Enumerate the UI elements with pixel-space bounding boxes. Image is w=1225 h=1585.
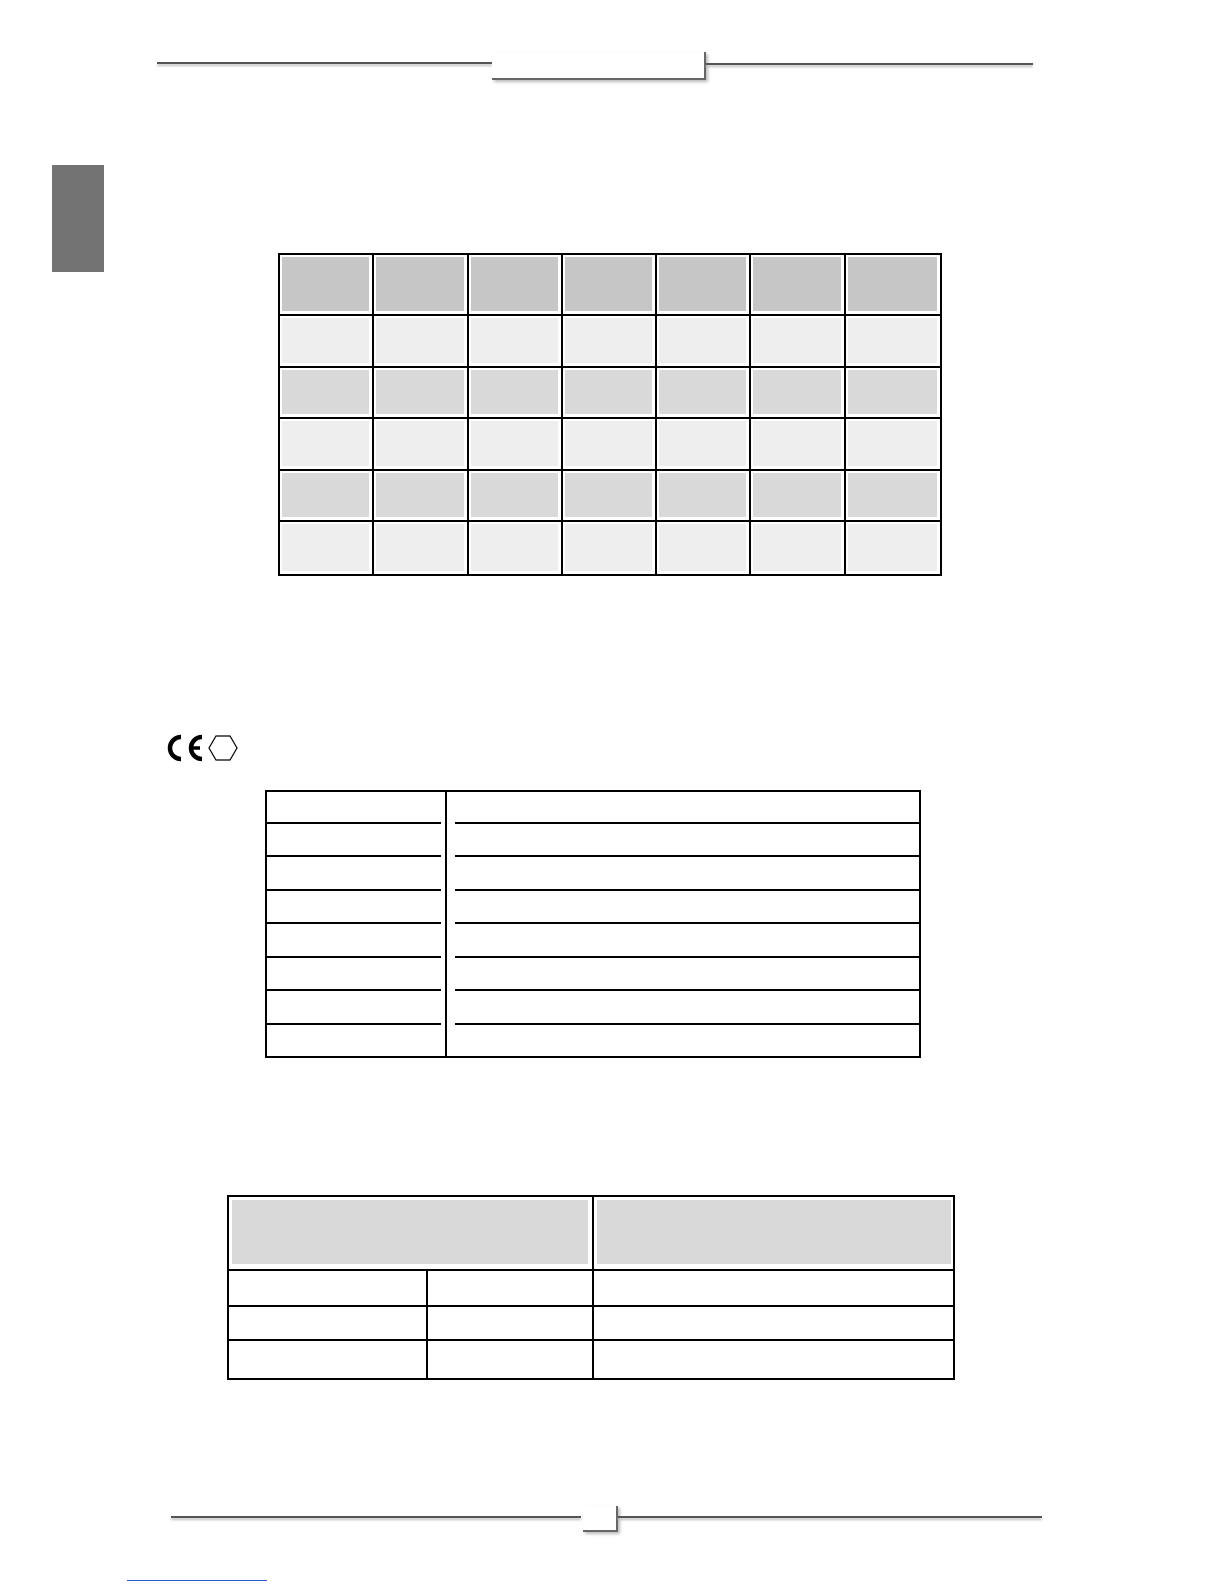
specs-table-cell (751, 471, 845, 523)
specs-table-cell (280, 522, 374, 574)
specs-table-cell (657, 522, 751, 574)
specs-table-cell (469, 316, 563, 368)
specs-table-cell (846, 471, 940, 523)
specs-table-cell (280, 316, 374, 368)
specs-table-cell (469, 522, 563, 574)
specs-table-cell (374, 316, 468, 368)
ce-mark-icon (163, 731, 243, 765)
specs-table-cell (563, 316, 657, 368)
standards-table (265, 790, 921, 1058)
specs-table-cell (846, 316, 940, 368)
section-side-tab (52, 165, 104, 272)
summary-header-cell-1 (232, 1200, 588, 1264)
specs-table-cell (374, 471, 468, 523)
specs-table-cell (374, 522, 468, 574)
specs-header-cell (374, 255, 468, 316)
specs-table-cell (563, 471, 657, 523)
specs-header-cell (751, 255, 845, 316)
specs-table-cell (374, 419, 468, 471)
specs-table-cell (846, 522, 940, 574)
specs-table-cell (280, 419, 374, 471)
specs-table-cell (469, 471, 563, 523)
specs-header-cell (469, 255, 563, 316)
footer-link[interactable] (127, 1580, 267, 1581)
specs-table-cell (374, 368, 468, 420)
specs-table-cell (751, 419, 845, 471)
specs-table-cell (751, 316, 845, 368)
specs-header-cell (563, 255, 657, 316)
specs-table-cell (751, 368, 845, 420)
summary-header-cell-2 (597, 1200, 951, 1264)
specs-table-cell (846, 419, 940, 471)
specs-header-cell (657, 255, 751, 316)
specs-table-cell (563, 522, 657, 574)
specs-table-cell (563, 419, 657, 471)
specs-table-cell (657, 368, 751, 420)
specs-table-cell (657, 471, 751, 523)
specs-table-cell (469, 419, 563, 471)
specs-table-cell (751, 522, 845, 574)
specs-table-cell (280, 368, 374, 420)
specs-table-cell (469, 368, 563, 420)
specs-table-cell (563, 368, 657, 420)
specs-header-cell (280, 255, 374, 316)
specs-table (278, 253, 942, 576)
specs-table-cell (657, 316, 751, 368)
specs-header-cell (846, 255, 940, 316)
specs-table-cell (657, 419, 751, 471)
summary-table (227, 1195, 955, 1380)
specs-table-cell (846, 368, 940, 420)
specs-table-cell (280, 471, 374, 523)
